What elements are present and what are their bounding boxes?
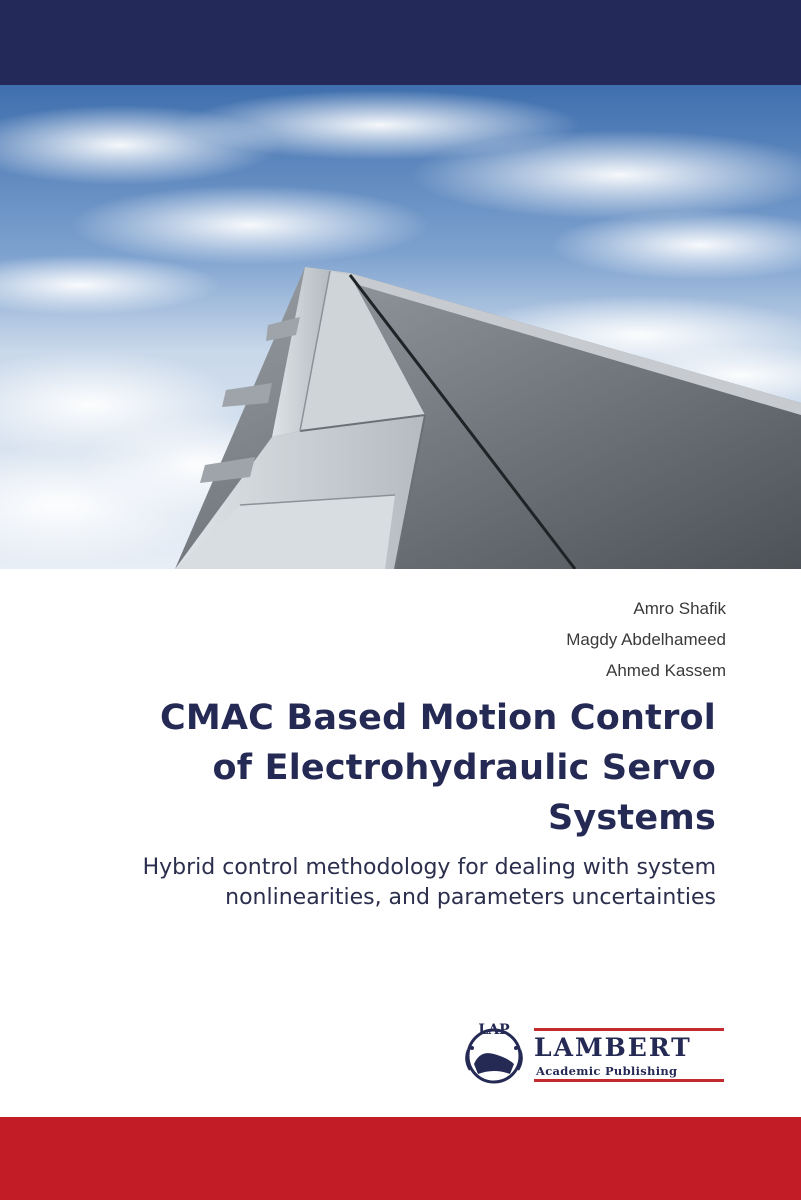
book-title-line: Systems (547, 798, 716, 838)
publisher-logo (460, 1020, 730, 1090)
publisher-rule (534, 1028, 724, 1031)
author-name: Magdy Abdelhameed (566, 630, 726, 649)
book-title-line: CMAC Based Motion Control (159, 698, 716, 738)
book-title (0, 693, 716, 843)
book-title-line: of Electrohydraulic Servo (212, 748, 716, 788)
publisher-emblem-text: LAP (478, 1022, 510, 1038)
lap-emblem-icon (460, 1020, 528, 1086)
cover-photo-wing-over-clouds (0, 85, 801, 569)
book-subtitle-line: Hybrid control methodology for dealing with system (142, 855, 716, 880)
author-name: Amro Shafik (633, 599, 726, 618)
top-color-band (0, 0, 801, 85)
author-name: Ahmed Kassem (606, 661, 726, 680)
book-subtitle-line: nonlinearities, and parameters uncertainties (225, 885, 716, 910)
book-subtitle (0, 853, 716, 913)
publisher-rule (534, 1079, 724, 1082)
publisher-tagline: Academic Publishing (536, 1064, 678, 1078)
bottom-color-band (0, 1117, 801, 1200)
publisher-name: LAMBERT (534, 1033, 692, 1062)
author-list (566, 593, 726, 686)
